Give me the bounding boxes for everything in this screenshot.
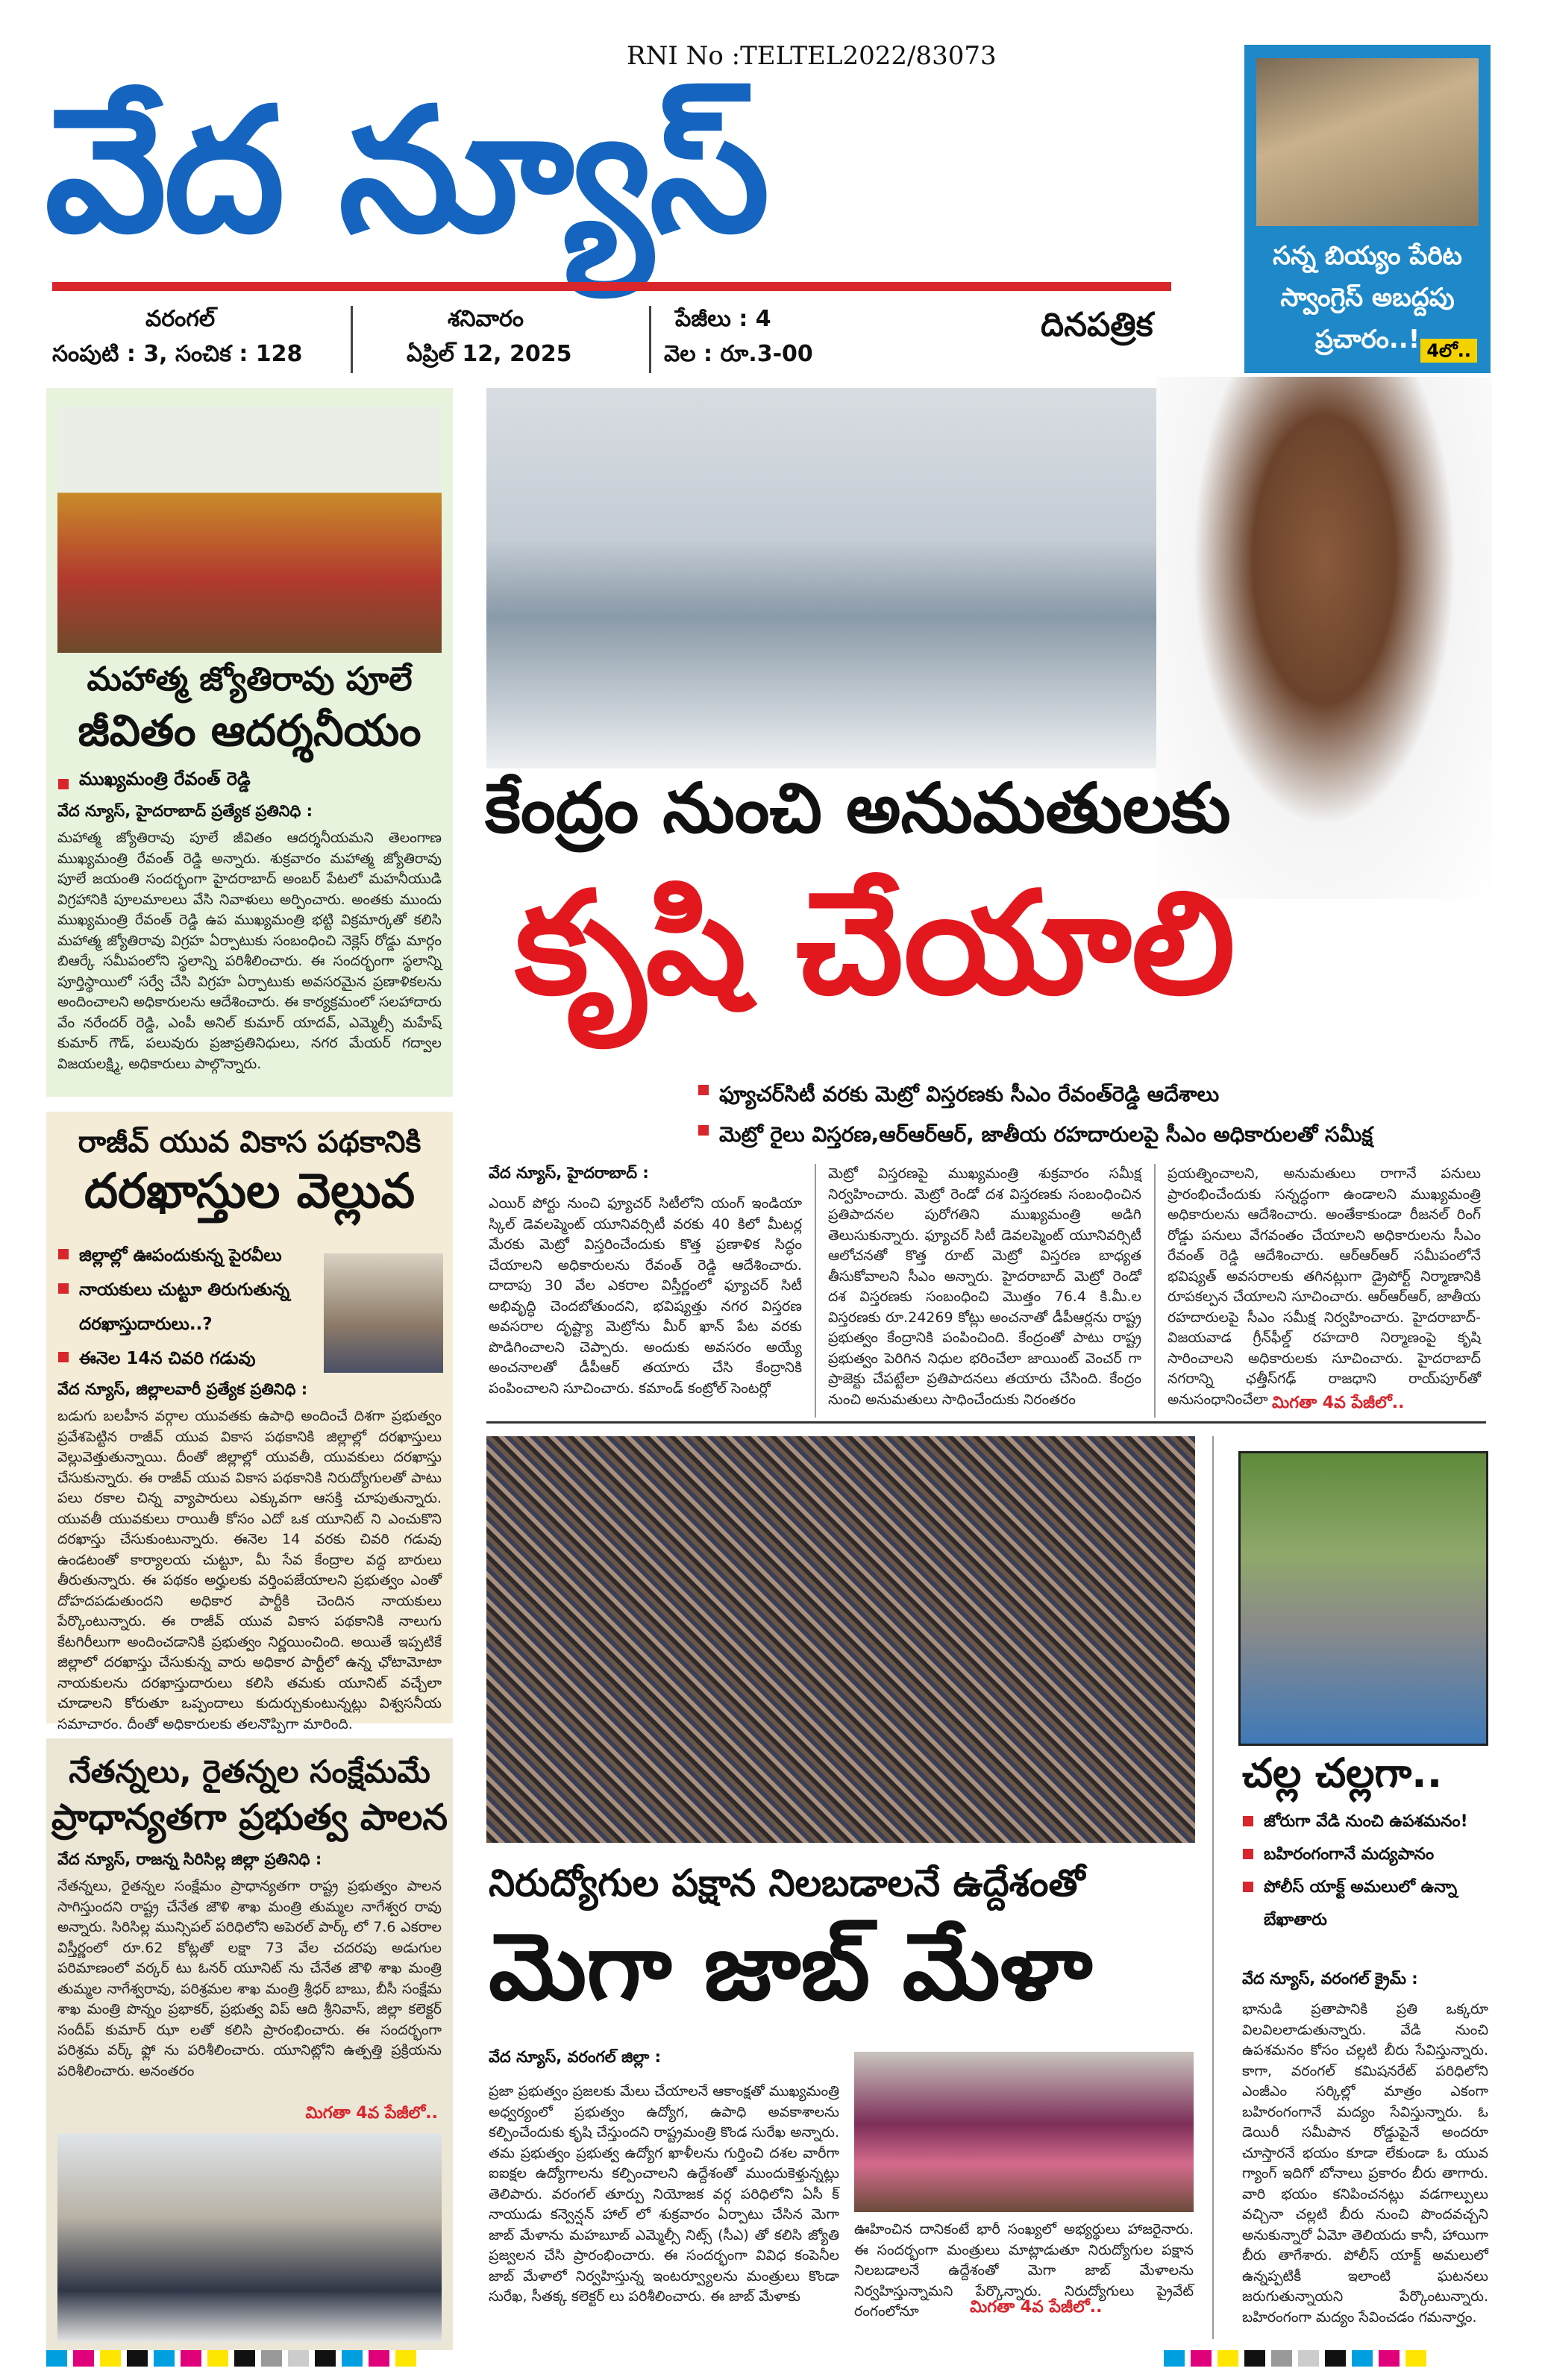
job-headline: మెగా జాబ్ మేళా	[489, 1914, 1093, 2021]
bullet-item: జోరుగా వేడి నుంచి ఉపశమనం!	[1238, 1806, 1488, 1838]
story-body: నేతన్నలు, రైతన్నల సంక్షేమం ప్రాధాన్యతగా రాష్ట్ర ప్రభుత్వం పాలన సాగిస్తుందని రాష్ట్ర చేనేత జౌళి శాఖ మంత్రి తుమ్మల నాగేశ్వర రావు అన్నారు. సిరిసిల్ల మున్సిపల్ పరిధిలోని అపెరల్ పార్క్ లో 7.6 ఎకరాల విస్తీర్ణంలో రూ.62 కోట్లతో లక్షా 73 వేల చదరపు అడుగుల పరిమాణంలో వర్కర్ టు ఓనర్ యూనిట్ ను చేనేత జౌళి శాఖ మంత్రి తుమ్మల నాగేశ్వరావు, పరిశ్రమల శాఖ మంత్రి శ్రీధర్ బాబు, బీసీ సంక్షేమ శాఖ మంత్రి పొన్నం ప్రభాకర్, ప్రభుత్వ విప్ ఆది శ్రీనివాస్, జిల్లా కలెక్టర్ సందీప్ కుమార్ ఝా లతో కలిసి ప్రారంభించారు. ఈ సందర్భంగా పరిశ్రమ వర్క్ ఫ్లో ను పరిశీలించారు. యూనిట్లోని ఉత్పత్తి ప్రక్రియను పరిశీలించారు. అనంతరం	[57, 1878, 442, 2079]
job-col2: ఊహించిన దానికంటే భారీ సంఖ్యలో అభ్యర్థులు హాజరైనారు. ఈ సందర్భంగా మంత్రులు మాట్లాడుతూ నిరుద్యోగుల పక్షాన నిలబడాలనే ఉద్దేశంతో మెగా జాబ్ మేళాలను నిర్వహిస్తున్నామని పేర్కొన్నారు. నిరుద్యోగులు ప్రైవేట్ రంగంలోనూ	[854, 2221, 1194, 2320]
story-kicker: నేతన్నలు, రైతన్నల సంక్షేమమే	[69, 1753, 430, 1790]
section-rule	[486, 1421, 1486, 1424]
story-byline: వేద న్యూస్, జిల్లాలవారీ ప్రత్యేక ప్రతినిధి :	[57, 1380, 308, 1398]
main-bullets	[694, 1074, 1485, 1155]
story-rajiv-yuva	[46, 1112, 453, 1732]
column-divider	[1154, 1164, 1156, 1418]
meta-divider	[351, 306, 353, 373]
bullet-item: జిల్లాల్లో ఊపందుకున్న పైరవీలు	[54, 1238, 322, 1273]
daily-label: దినపత్రిక	[1041, 306, 1153, 344]
color-registration-strip	[1164, 2350, 1432, 2370]
newspaper-title: వేద న్యూస్	[45, 72, 767, 271]
issue-date: ఏప్రిల్ 12, 2025	[407, 341, 572, 367]
job-col1: ప్రజా ప్రభుత్వం ప్రజలకు మేలు చేయాలనే ఆకాంక్షతో ముఖ్యమంత్రి అధ్వర్యంలో ప్రభుత్వం ఉద్యోగ, ఉపాధి అవకాశాలను కల్పించేందుకు కృషి చేస్తుందని రాష్ట్రమంత్రి కొండ సురేఖ అన్నారు. తమ ప్రభుత్వం ప్రభుత్వ ఉద్యోగ ఖాళీలను గుర్తించి దశల వారీగా ఐఐక్షల ఉద్యోగాలను కల్పించాలని ఉద్దేశంతో ముందుకెళ్తున్నట్లు తెలిపారు. వరంగల్ తూర్పు నియోజక వర్గ పరిధిలోని ఏసీ క్ నాయుడు కన్వెన్షన్ హాల్ లో శుక్రవారం ఏర్పాటు చేసిన మెగా జాబ్ మేళాను మహబూబ్ ఎమ్మెల్సీ నిట్స్ (సీఎ) తో కలిసి జ్యోతి ప్రజ్వలన చేసి ప్రారంభించారు. ఈ సందర్భంగా వివిధ కంపెనీల జాబ్ మేళాలో నిర్వహిస్తున్న ఇంటర్వ్యూలను మంత్రులు కొండా సురేఖ, సీతక్క కలెక్టర్ లు పరిశీలించారు. ఈ జాబ్ మేళాకు	[489, 2083, 839, 2305]
story-body: మహాత్మ జ్యోతిరావు పూలే జీవితం ఆదర్శనీయమని తెలంగాణ ముఖ్యమంత్రి రేవంత్ రెడ్డి అన్నారు. శుక్రవారం మహాత్మ జ్యోతిరావు పూలే జయంతి సందర్భంగా హైదరాబాద్ అంబర్ పేటలో మహనీయుడి విగ్రహానికి పూలమాలలు వేసి నివాళులు అర్పించారు. అంతకు ముందు ముఖ్యమంత్రి రేవంత్ రెడ్డి ఉప ముఖ్యమంత్రి భట్టి విక్రమార్కతో కలిసి మహాత్మ జ్యోతిరావు విగ్రహ ఏర్పాటుకు సంబంధించి నెక్లెస్ రోడ్డు మార్గం బిఆర్కే సమీపంలోని స్థలాన్ని పరిశీలించారు. ఈ సందర్భంగా స్థలాన్ని పూర్తిస్థాయిలో సర్వే చేసి విగ్రహ ఏర్పాటుకు అవసరమైన ప్రణాళికలను అందించాలని అధికారులను ఆదేశించారు. ఈ కార్యక్రమంలో సలహాదారు వేం నరేందర్ రెడ్డి, ఎంపీ అనిల్ కుమార్ యాదవ్, ఎమ్మెల్సీ మహేష్ కుమార్ గౌడ్, పలువురు ప్రజాప్రతినిధులు, నగర మేయర్ గద్వాల విజయలక్ష్మి, అధికారులు పాల్గొన్నారు.	[57, 830, 442, 1072]
street-drinking-photo	[1238, 1451, 1488, 1746]
bullet-item: పోలీస్ యాక్ట్ అమలులో ఉన్నా బేఖాతారు	[1238, 1871, 1488, 1937]
story-byline: వేద న్యూస్, హైదరాబాద్ ప్రత్యేక ప్రతినిధి :	[57, 802, 313, 820]
edition-place: వరంగల్	[145, 306, 216, 332]
bullet-item: ముఖ్యమంత్రి రేవంత్ రెడ్డి	[54, 768, 442, 794]
meta-divider	[649, 306, 651, 373]
job-mela-crowd-photo	[486, 1436, 1195, 1843]
column-divider	[815, 1164, 816, 1418]
continued-note: మిగతా 4వ పేజీలో..	[970, 2298, 1103, 2317]
teaser-page-ref: 4లో..	[1420, 339, 1477, 363]
job-byline: వేద న్యూస్, వరంగల్ జిల్లా :	[489, 2048, 662, 2066]
weavers-photo	[57, 2134, 442, 2343]
bullet-item: బహిరంగంగానే మద్యపానం	[1238, 1838, 1488, 1871]
right-bullets	[1238, 1806, 1488, 1937]
applicants-photo	[324, 1253, 443, 1373]
story-bullets	[54, 768, 442, 794]
masthead-rule	[52, 282, 1171, 291]
story-bullets	[54, 1238, 322, 1376]
page-count: పేజీలు : 4	[675, 306, 771, 332]
right-byline: వేద న్యూస్, వరంగల్ క్రైమ్ :	[1242, 1970, 1418, 1988]
story-body: బడుగు బలహీన వర్గాల యువతకు ఉపాధి అందించే దిశగా ప్రభుత్వం ప్రవేశపెట్టిన రాజీవ్ యువ వికాస పథకానికి జిల్లాల్లో దరఖాస్తులు వెల్లువెత్తుతున్నాయి. దీంతో జిల్లాల్లో యువతీ, యువకులు దరఖాస్తు చేసుకున్నారు. ఈ రాజీవ్ యువ వికాస పథకానికి నిరుద్యోగులతో పాటు పలు రకాల చిన్న వ్యాపారులు ఎక్కువగా ఆసక్తి చూపుతున్నారు. యువతీ యువకులు రాయితీ కోసం ఎదో ఒక యూనిట్ ని ఎంచుకొని దరఖాస్తు చేసుకుంటున్నారు. ఈనెల 14 వరకు చివరి గడువు ఉండటంతో కార్యాలయ చుట్టూ, మీ సేవ కేంద్రాల వద్ద బారులు తీరుతున్నారు. ఈ పథకం అర్హులకు వర్తింపజేయాలని ప్రభుత్వం ఎంతో దోహదపడుతుందని అధికార పార్టీకి చెందిన నాయకులు పేర్కొంటున్నారు. ఈ రాజీవ్ యువ వికాస పథకానికి నాలుగు కేటగిరీలుగా అందించడానికి ప్రభుత్వం నిర్ణయించింది. అయితే ఇప్పటికే జిల్లాలో దరఖాస్తు చేసుకున్న వారు అధికార పార్టీలో ఉన్న ఛోటామోటా నాయకులను దరఖాస్తుదారులు కలిసి తమకు యూనిట్ వచ్చేలా చూడాలని కోరుతూ ఒప్పందాలు కుదుర్చుకుంటున్నట్లు విశ్వసనీయ సమాచారం. దీంతో అధికారులకు తలనొప్పిగా మారింది.	[57, 1408, 442, 1732]
story-headline: జీవితం ఆదర్శనీయం	[78, 705, 421, 756]
main-col1: ఎయిర్ పోర్టు నుంచి ఫ్యూచర్ సిటీలోని యంగ్ ఇండియా స్కిల్ డెవలప్మెంట్ యూనివర్సిటీ వరకు 40 కిలో మీటర్ల మేరకు మెట్రో విస్తరించేందుకు కొత్త ప్రణాళిక సిద్ధం చేయాలని అధికారులను రేవంత్ రెడ్డి ఆదేశించారు. దాదాపు 30 వేల ఎకరాల విస్తీర్ణంలో ఫ్యూచర్ సిటీ అభివృద్ధి చెందబోతుందని, భవిష్యత్తు నగర విస్తరణ అవసరాల దృష్ట్యా మెట్రోను మీర్ ఖాన్ పేట వరకు పొడిగించాలని చెప్పారు. అందుకు అవసరం అయ్యే అంచనాలతో డీపీఆర్ తయారు చేసి కేంద్రానికి పంపించాలని సూచించారు. కమాండ్ కంట్రోల్ సెంటర్లో	[489, 1195, 802, 1397]
teaser-headline: సన్న బియ్యం పేరిట స్వాంగ్రెస్ అబద్దపు ప్రచారం..!	[1273, 241, 1462, 354]
right-body: భానుడి ప్రతాపానికి ప్రతి ఒక్కరూ విలవిలలాడుతున్నారు. వేడి నుంచి ఉపశమనం కోసం చల్లటి బీరు సేవిస్తున్నారు. కాగా, వరంగల్ కమిషనరేట్ పరిధిలోని ఎంజీఎం సర్కిల్లో మాత్రం ఎకంగా బహిరంగంగానే మద్యం సేవిస్తున్నారు. ఓ డెయిరీ సమీపాన రోడ్డుపైనే అందరూ చూస్తారనే భయం కూడా లేకుండా ఓ యువ గ్యాంగ్ ఇదిగో బోనాలు ప్రకారం బీరు తాగారు. వారి భయం కనిపించనట్లు వడగాల్పులు వచ్చినా చల్లటి బీరు నుంచి పొందవచ్చని అనుకున్నారో ఏమో తెలియదు కానీ, హాయిగా బీరు తాగేశారు. పోలీస్ యాక్ట్ అమలులో ఉన్నప్పటికీ ఇలాంటి ఘటనలు జరుగుతున్నాయని పేర్కొంటున్నారు. బహిరంగంగా మద్యం సేవించడం గమనార్హం.	[1242, 2001, 1488, 2326]
story-headline: దరఖాస్తుల వెల్లువ	[84, 1164, 416, 1219]
teaser-box[interactable]	[1244, 45, 1491, 373]
continued-note: మిగతా 4వ పేజీలో..	[1272, 1394, 1405, 1412]
story-kicker: రాజీవ్ యువ వికాస పథకానికి	[78, 1125, 421, 1159]
right-headline: చల్ల చల్లగా..	[1242, 1750, 1443, 1797]
weekday: శనివారం	[448, 306, 524, 332]
continued-note: మిగతా 4వ పేజీలో..	[305, 2104, 438, 2123]
bullet-item: ఈనెల 14న చివరి గడువు	[54, 1341, 322, 1376]
meeting-photo	[486, 388, 1225, 768]
volume-issue: సంపుటి : 3, సంచిక : 128	[52, 341, 303, 367]
story-byline: వేద న్యూస్, రాజన్న సిరిసిల్ల జిల్లా ప్రతినిధి :	[57, 1850, 322, 1868]
teaser-photo	[1256, 58, 1479, 226]
main-headline: కృషి చేయాలి	[515, 861, 1235, 1026]
story-phule	[46, 388, 453, 1097]
rni-number: RNI No :TELTEL2022/83073	[627, 41, 997, 71]
phule-photo	[57, 407, 442, 653]
main-byline: వేద న్యూస్, హైదరాబాద్ :	[489, 1164, 649, 1182]
job-kicker: నిరుద్యోగుల పక్షాన నిలబడాలనే ఉద్దేశంతో	[489, 1861, 1085, 1905]
column-divider	[1212, 1436, 1214, 2339]
story-weavers	[46, 1738, 453, 2350]
color-registration-strip	[46, 2350, 422, 2370]
bullet-item: మెట్రో రైలు విస్తరణ,ఆర్ఆర్ఆర్, జాతీయ రహదారులపై సీఎం అధికారులతో సమీక్ష	[694, 1115, 1485, 1155]
main-kicker: కేంద్రం నుంచి అనుమతులకు	[485, 768, 1231, 848]
main-col3: ప్రయత్నించాలని, అనుమతులు రాగానే పనులు ప్రారంభించేందుకు సన్నద్ధంగా ఉండాలని ముఖ్యమంత్రి అధికారులను ఆదేశించారు. అంతేకాకుండా రీజనల్ రింగ్ రోడ్డు పనులు వేగవంతం చేయాలని అధికారులను సీఎం రేవంత్ రెడ్డి ఆదేశించారు. ఆర్ఆర్ఆర్ సమీపంలోనే భవిష్యత్ అవసరాలకు తగినట్లుగా డ్రైపోర్ట్ నిర్మాణానికి రూపకల్పన చేయాలని సూచించారు. ఆర్ఆర్ఆర్, జాతీయ రహదారులపై సీఎం సమీక్ష నిర్వహించారు. హైదరాబాద్-విజయవాడ గ్రీన్‌ఫీల్డ్ రహదారి నిర్మాణంపై కృషి సారించాలని అధికారులకు సూచించారు. హైదరాబాద్ నగరాన్ని ఛత్తీస్‌గఢ్ రాజధాని రాయ్‌పూర్‌తో అనుసంధానించేలా	[1168, 1165, 1481, 1408]
main-col2: మెట్రో విస్తరణపై ముఖ్యమంత్రి శుక్రవారం సమీక్ష నిర్వహించారు. మెట్రో రెండో దశ విస్తరణకు సంబంధించిన ప్రతిపాదనల పురోగతిని ముఖ్యమంత్రి అడిగి తెలుసుకున్నారు. ఫ్యూచర్ సిటీ డెవలప్మెంట్ యూనివర్సిటీ ఆలోచనతో కొత్త రూట్ మెట్రో విస్తరణ బాధ్యత తీసుకోవాలని సీఎం అన్నారు. హైదరాబాద్ మెట్రో రెండో దశ విస్తరణకు సంబంధించి మొత్తం 76.4 కి.మీ.ల విస్తరణకు రూ.24269 కోట్లు అంచనాతో డీపీఆర్లను రాష్ట్ర ప్రభుత్వం కేంద్రానికి పంపించింది. కేంద్రంతో పాటు రాష్ట్ర ప్రభుత్వం పెరిగిన నిధుల భరించేలా జాయింట్ వెంచర్ గా ప్రాజెక్టు చేపట్టేలా ప్రతిపాదనలు తయారు చేసింది. కేంద్రం నుంచి అనుమతులు సాధించేందుకు నిరంతరం	[828, 1165, 1141, 1408]
job-mela-inauguration-photo	[854, 2052, 1194, 2212]
bullet-item: ఫ్యూచర్‌సిటీ వరకు మెట్రో విస్తరణకు సీఎం రేవంత్‌రెడ్డి ఆదేశాలు	[694, 1074, 1485, 1115]
story-kicker: మహాత్మ జ్యోతిరావు పూలే	[87, 660, 413, 698]
price: వెల : రూ.3-00	[664, 341, 813, 367]
story-headline: ప్రాధాన్యతగా ప్రభుత్వ పాలన	[51, 1797, 448, 1838]
bullet-item: నాయకులు చుట్టూ తిరుగుతున్న దరఖాస్తుదారులు..?	[54, 1273, 322, 1341]
